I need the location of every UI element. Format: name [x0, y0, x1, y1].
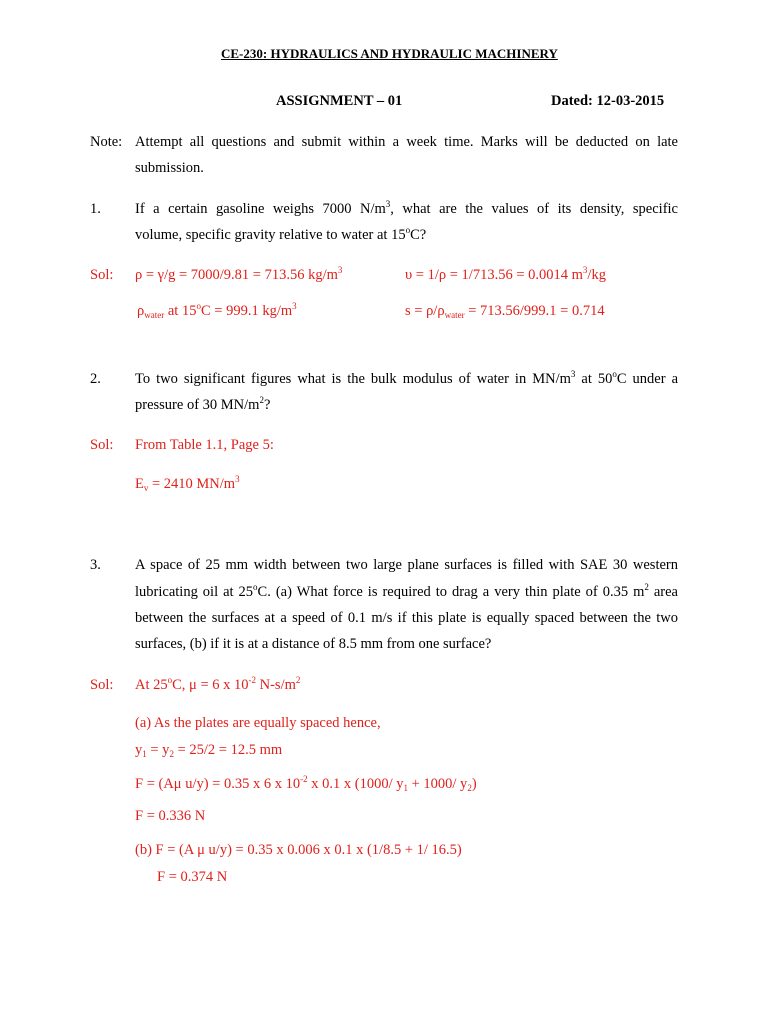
q3-spacing: $y_1 = y_2 = 25/2 = 12.5$ mm [135, 742, 283, 759]
q1-water-density: $\rho_{water}$ at $15^oC = 999.1$ $kg/m^3$ [137, 301, 297, 320]
q3-line-4: surfaces, (b) if it is at a distance of 8.5 mm from one surface? [135, 636, 492, 652]
q2-line-1: To two significant figures what is the bulk modulus of water in $MN/m^3$ at 50$^o$C under a [135, 369, 679, 387]
q2-line-2: pressure of 30 $MN/m^2$? [135, 395, 271, 413]
q1-specific-gravity: $s = \rho/\rho_{water} = 713.56/999.1 = 0.714$ [405, 303, 605, 320]
course-title: CE-230: HYDRAULICS AND HYDRAULIC MACHINERY [221, 46, 558, 61]
q3-force-equation-a: F = (Aμ u/y) = 0.35 x 6 x $10^{-2}$ x 0.1 x (1000/ $y_1 + 1000/$ $y_2$) [135, 774, 477, 793]
note-label: Note: [90, 134, 123, 150]
q3-sol-label: Sol: [90, 677, 114, 693]
q1-line-1: If a certain gasoline weighs 7000 $N/m^3$, what are the values of its density, specific [135, 199, 678, 217]
q1-density: ρ = γ/g = 7000/9.81 = 713.56 $kg/m^3$ [135, 265, 343, 283]
q3-force-equation-b: (b) F = (A μ u/y) = 0.35 x 0.006 x 0.1 x (1/8.5 + 1/ 16.5) [135, 842, 462, 858]
q3-line-3: between the surfaces at a speed of 0.1 m/s if this plate is equally spaced between the two [135, 610, 678, 626]
q1-sol-label: Sol: [90, 267, 114, 283]
q3-part-a-heading: (a) As the plates are equally spaced hence, [135, 715, 381, 731]
q3-line-2: lubricating oil at 25$^o$C. (a) What force is required to drag a very thin plate of 0.35 $m^2$ area [135, 582, 678, 600]
note-line-1: Attempt all questions and submit within a week time. Marks will be deducted on late [135, 134, 678, 150]
q3-viscosity: At 25$^o$C, μ = 6 x $10^{-2}$ $N-s/m^2$ [135, 675, 301, 693]
q1-number: 1. [90, 201, 101, 217]
q2-bulk-modulus: $E_v = 2410$ $MN/m^3$ [135, 474, 240, 493]
note-line-2: submission. [135, 160, 204, 176]
q3-force-result-b: F = 0.374 N [157, 869, 228, 885]
q2-sol-label: Sol: [90, 437, 114, 453]
assignment-title: ASSIGNMENT – 01 [276, 93, 403, 109]
q1-specific-volume: υ = 1/ρ = 1/713.56 = 0.0014 $m^3/kg$ [405, 265, 606, 283]
assignment-date: Dated: 12-03-2015 [551, 93, 665, 109]
q2-number: 2. [90, 371, 101, 387]
q2-table-reference: From Table 1.1, Page 5: [135, 437, 274, 453]
q3-force-result-a: F = 0.336 N [135, 808, 206, 824]
q3-line-1: A space of 25 mm width between two large plane surfaces is filled with SAE 30 western [135, 557, 678, 573]
q1-line-2: volume, specific gravity relative to water at 15$^o$C? [135, 225, 427, 243]
q3-number: 3. [90, 557, 101, 573]
